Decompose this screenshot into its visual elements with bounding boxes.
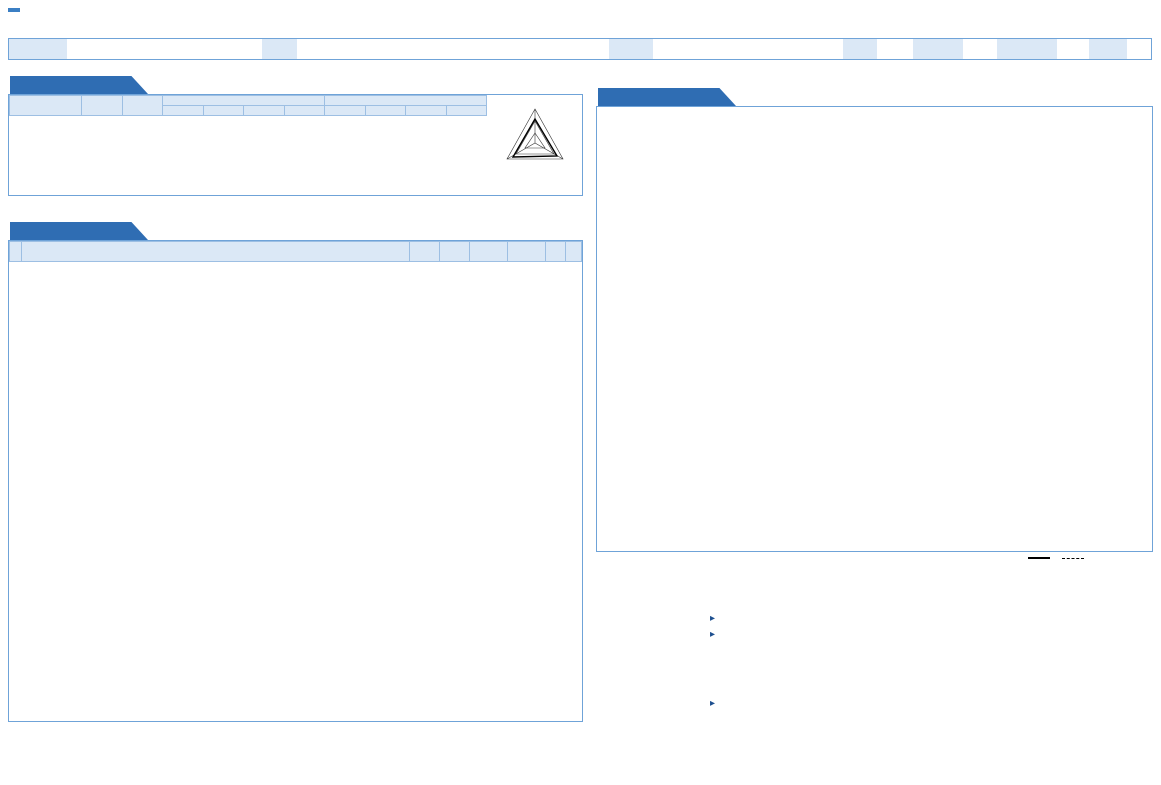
- three-subject-radar: [489, 97, 582, 183]
- class-value: [963, 39, 997, 59]
- th-school: [163, 96, 325, 106]
- gender-label: [1089, 39, 1127, 59]
- subject-total-panel: [8, 94, 583, 196]
- th-no: [10, 242, 22, 262]
- question-table: [9, 241, 582, 262]
- step1: ▸: [710, 613, 716, 624]
- student-header: [8, 38, 1152, 60]
- elements-title: [598, 88, 736, 106]
- step2: ▸: [710, 629, 716, 640]
- th-national: [325, 96, 487, 106]
- th-content: [22, 242, 410, 262]
- th-dev: [203, 106, 244, 116]
- question-title: [10, 222, 148, 240]
- th-rank: [406, 106, 447, 116]
- th-points: [82, 96, 123, 116]
- name-label: [262, 39, 297, 59]
- th-examinees: [446, 106, 487, 116]
- step3: ▸: [710, 698, 716, 709]
- steps-title: [610, 585, 700, 637]
- name-value: [297, 39, 609, 59]
- zkai-logo: [8, 8, 20, 12]
- elements-panel: [596, 106, 1153, 552]
- seat-value: [1057, 39, 1089, 59]
- th-dev: [365, 106, 406, 116]
- school-label: [609, 39, 653, 59]
- th-score: [439, 242, 469, 262]
- subject-total-table: [9, 95, 487, 116]
- th-rank: [244, 106, 285, 116]
- school-value: [653, 39, 843, 59]
- th-review: [545, 242, 565, 262]
- th-nat: [469, 242, 507, 262]
- th-subject: [10, 96, 82, 116]
- th-advice: [565, 242, 581, 262]
- th-points: [409, 242, 439, 262]
- grade-label: [843, 39, 877, 59]
- th-avg: [325, 106, 366, 116]
- seat-label: [997, 39, 1057, 59]
- grade-value: [877, 39, 913, 59]
- subject-total-title: [10, 76, 148, 94]
- th-avg: [163, 106, 204, 116]
- exam-no-value: [67, 39, 262, 59]
- question-panel: [8, 240, 583, 722]
- exam-no-label: [9, 39, 67, 59]
- th-examinees: [284, 106, 325, 116]
- th-score: [122, 96, 163, 116]
- gender-value: [1127, 39, 1151, 59]
- three-subject-balance: [489, 95, 582, 195]
- class-label: [913, 39, 963, 59]
- radar-legend: [1028, 557, 1090, 559]
- th-sch: [507, 242, 545, 262]
